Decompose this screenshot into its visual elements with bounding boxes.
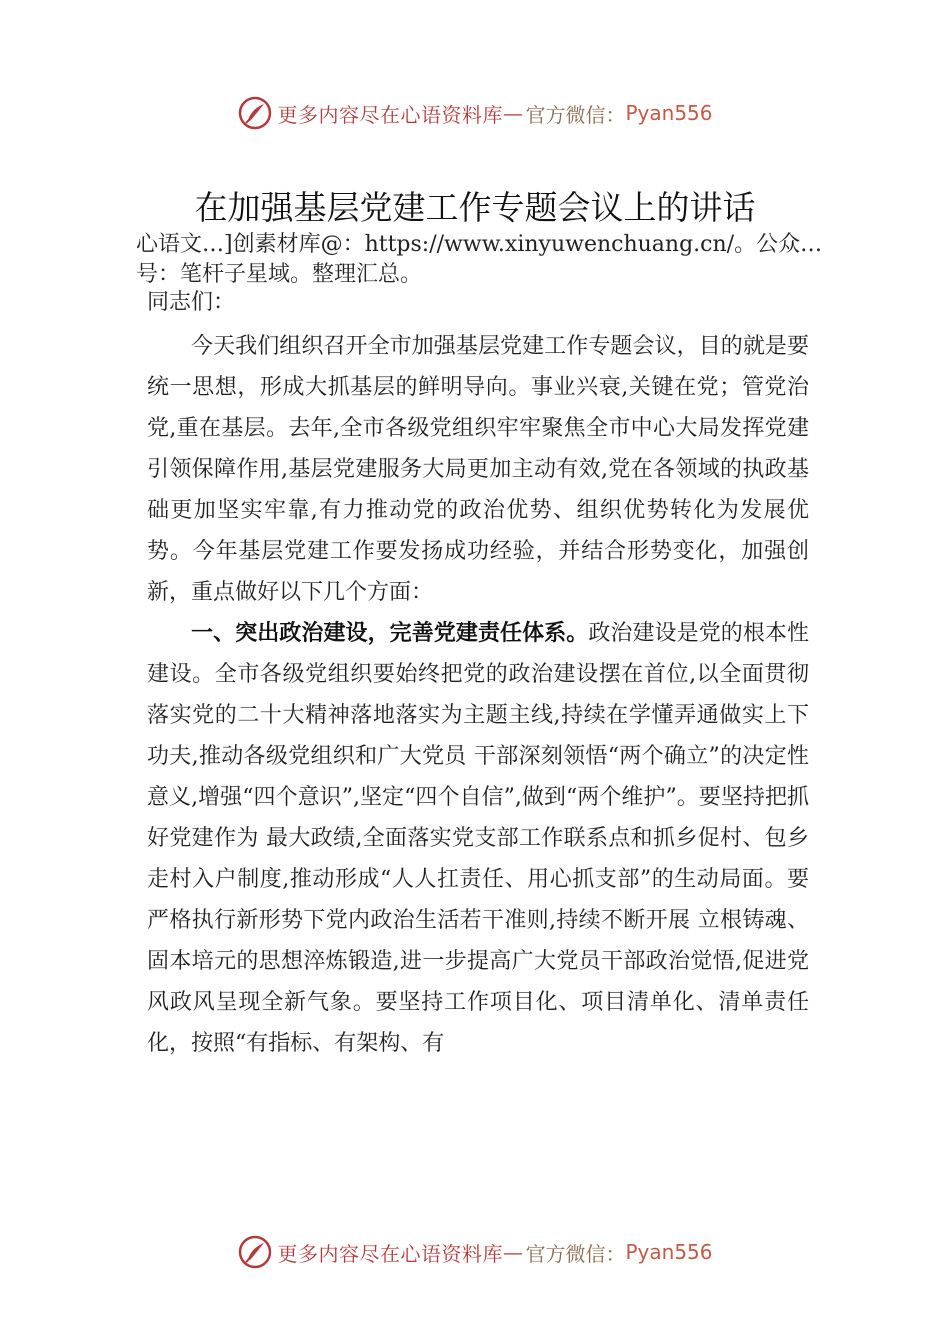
footer-banner [0, 1232, 950, 1272]
banner-dash: — [502, 1240, 524, 1264]
banner-text: 更多内容尽在心语资料库 [277, 1241, 503, 1266]
banner-dash: — [502, 101, 524, 125]
banner-wechat-id: Pyan556 [625, 101, 713, 125]
brush-seal-icon [237, 95, 273, 131]
banner-wechat-label: 官方微信： [525, 102, 626, 127]
banner-wechat-label: 官方微信： [525, 1241, 626, 1266]
section-text: 政治建设是党的根本性建设。全市各级党组织要始终把党的政治建设摆在首位,以全面贯彻落实党的二十大精神落地落实为主题主线,持续在学懂弄通做实上下功夫,推动各级党组织和广大党员 干部深刻领悟“两个确立”的决定性意义,增强“四个意识”,坚定“四个自信”,做到“两个维护”。要坚持把抓好党建作为 最大政绩,全面落实党支部工作联系点和抓乡促村、包乡走村入户制度,推动形成“人人扛责任、用心抓支部”的生动局面。要严格执行新形势下党内政治生活若干准则,持续不断开展 立根铸魂、固本培元的思想淬炼锻造,进一步提高广大党员干部政治觉悟,促进党风政风呈现全新气象。要坚持工作项目化、项目清单化、清单责任化，按照“有指标、有架构、有 [147, 621, 809, 1056]
document-title: 在加强基层党建工作专题会议上的讲话 [194, 188, 756, 227]
header-banner [0, 93, 950, 133]
banner-text: 更多内容尽在心语资料库 [277, 102, 503, 127]
salutation: 同志们： [147, 290, 236, 315]
brush-seal-icon [237, 1234, 273, 1270]
paragraph-section-1 [147, 613, 809, 1064]
document-body [147, 326, 809, 1064]
section-heading: 一、突出政治建设，完善党建责任体系。 [191, 621, 589, 646]
paragraph-intro: 今天我们组织召开全市加强基层党建工作专题会议，目的就是要统一思想，形成大抓基层的鲜明导向。事业兴衰,关键在党；管党治党,重在基层。去年,全市各级党组织牢牢聚焦全市中心大局发挥党建引领保障作用,基层党建服务大局更加主动有效,党在各领域的执政基础更加坚实牢靠,有力推动党的政治优势、组织优势转化为发展优势。今年基层党建工作要发扬成功经验，并结合形势变化，加强创新，重点做好以下几个方面： [147, 334, 809, 605]
source-note: 心语文…]创素材库@：https://www.xinyuwenchuang.cn/。公众…号：笔杆子星域。整理汇总。 [136, 232, 823, 287]
banner-wechat-id: Pyan556 [625, 1240, 713, 1264]
